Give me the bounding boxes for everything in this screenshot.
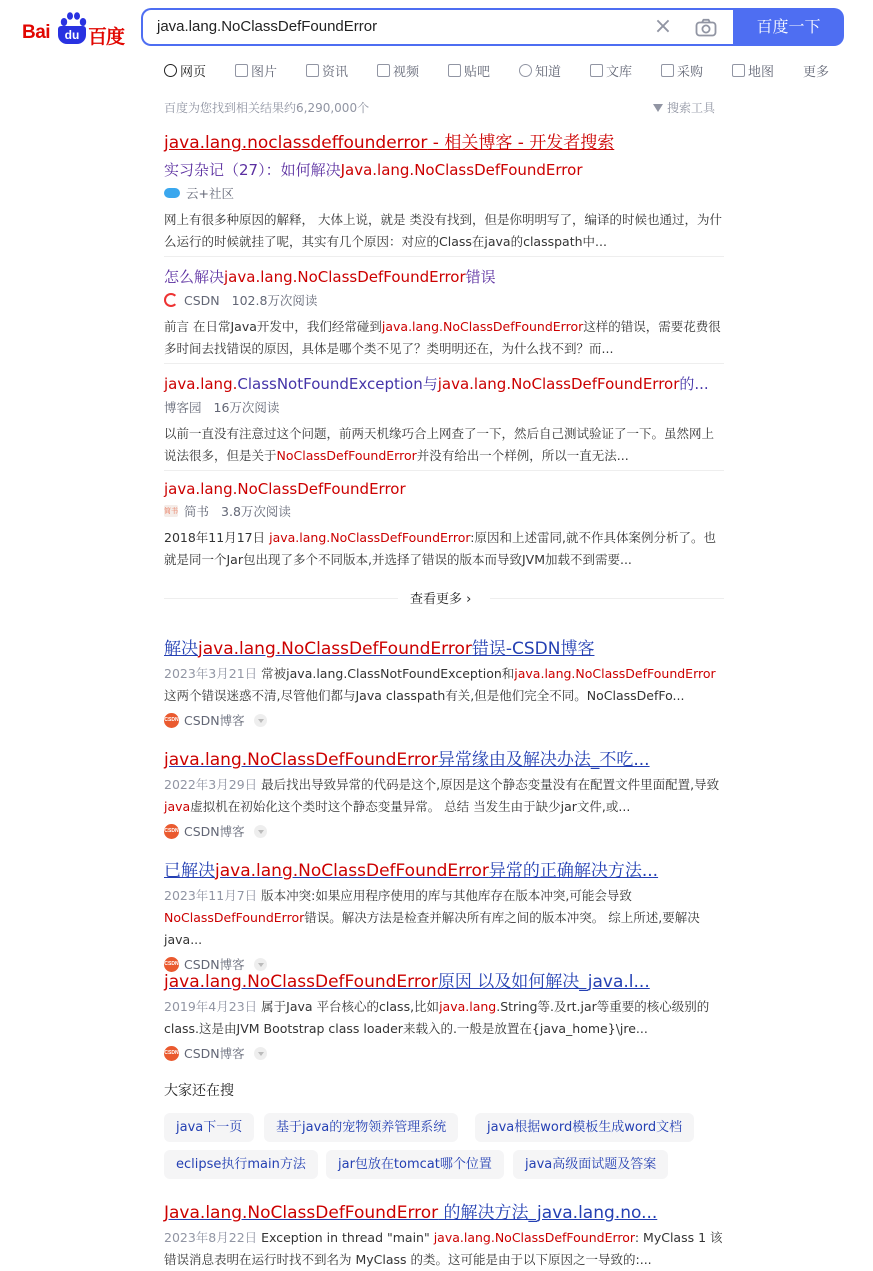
camera-icon[interactable] (694, 16, 718, 40)
result-desc: 2023年11月7日 版本冲突:如果应用程序使用的库与其他库存在版本冲突,可能会导致NoClassDefFoundError错误。解决方法是检查并解决所有库之间的版本冲突。 综上所述,要解决java... (164, 888, 700, 947)
tab-video[interactable]: 视频 (377, 59, 419, 81)
chevron-down-icon[interactable] (254, 714, 267, 727)
cart-icon (661, 64, 674, 77)
result-title[interactable]: Java.lang.NoClassDefFoundError 的解决方法_java.lang.no... (164, 1203, 658, 1223)
result-source[interactable]: CSDN博客 (184, 957, 245, 972)
header (0, 0, 873, 56)
result-desc: 2022年3月29日 最后找出导致异常的代码是这个,原因是这个静态变量没有在配置文件里面配置,导致java虚拟机在初始化这个类时这个静态变量异常。 总结 当发生由于缺少jar文件,或... (164, 777, 720, 814)
blog-item-title[interactable]: 实习杂记（27）：如何解决Java.lang.NoClassDefFoundError (164, 161, 583, 179)
result-title[interactable]: java.lang.NoClassDefFoundError原因 以及如何解决_java.l... (164, 972, 650, 992)
video-icon (377, 64, 390, 77)
news-icon (306, 64, 319, 77)
tab-web[interactable]: 网页 (164, 59, 206, 81)
logo-du: du (58, 26, 86, 44)
divider (164, 363, 724, 364)
filter-icon (653, 104, 663, 112)
blog-item-title[interactable]: java.lang.NoClassDefFoundError (164, 480, 406, 498)
blog-item: java.lang.ClassNotFoundException与java.lang.NoClassDefFoundError的... 博客园 16万次阅读 以前一直没有注意过这个问题，前两天机缘巧合上网查了一下，然后自己测试验证了一下。虽然网上说法很多，但是关于NoClassDefFoundError并没有给出一个样例，所以一直无法... (164, 373, 724, 467)
search-query[interactable]: java.lang.NoClassDefFoundError (157, 18, 378, 35)
baidu-logo[interactable]: Bai du 百度 (22, 12, 126, 46)
search-result (164, 634, 724, 729)
search-result (164, 745, 724, 840)
result-source[interactable]: CSDN博客 (184, 713, 245, 728)
result-desc: 2023年8月22日 Exception in thread "main" java.lang.NoClassDefFoundError: MyClass 1 该错误消息表明在运行时找不到名为 MyClass 的类。这可能是由于以下原因之一导致的:... (164, 1230, 723, 1267)
result-title[interactable]: 已解决java.lang.NoClassDefFoundError异常的正确解决方法... (164, 861, 659, 881)
chevron-right-icon: › (466, 592, 472, 607)
blog-item-desc: 前言 在日常Java开发中，我们经常碰到java.lang.NoClassDefFoundError这样的错误，需要花费很多时间去找错误的原因，具体是哪个类不见了？类明明还在，为什么找不到？而... (164, 319, 721, 356)
search-input[interactable] (141, 8, 733, 46)
csdn-icon (164, 293, 178, 307)
result-title[interactable]: 解决java.lang.NoClassDefFoundError错误-CSDN博客 (164, 639, 595, 659)
tab-purchase[interactable]: 采购 (661, 59, 703, 81)
tab-map[interactable]: 地图 (732, 59, 774, 81)
chevron-down-icon[interactable] (254, 1047, 267, 1060)
blog-item-desc: 2018年11月17日 java.lang.NoClassDefFoundError:原因和上述雷同,就不作具体案例分析了。也就是同一个Jar包出现了多个不同版本,并选择了错误的版本而导致JVM加载不到需要... (164, 530, 716, 567)
tab-zhidao[interactable]: 知道 (519, 59, 561, 81)
related-search-chip[interactable]: java下一页 (164, 1113, 254, 1142)
blog-item: 实习杂记（27）：如何解决Java.lang.NoClassDefFoundError 云+社区 网上有很多种原因的解释， 大体上说，就是 类没有找到，但是你明明写了，编译的时候也通过，为什么运行的时候就挂了呢，其实有几个原因：对应的Class在java的classpath中... (164, 159, 724, 253)
see-more-button[interactable]: 查看更多 › (410, 592, 472, 607)
csdn-icon: CSDN (164, 713, 179, 728)
tab-images[interactable]: 图片 (235, 59, 277, 81)
chevron-down-icon[interactable] (254, 825, 267, 838)
search-result (164, 856, 724, 973)
search-button[interactable]: 百度一下 (733, 8, 844, 46)
csdn-icon: CSDN (164, 957, 179, 972)
related-search-chip[interactable]: java高级面试题及答案 (513, 1150, 668, 1179)
see-more-row (164, 588, 724, 608)
tab-wenku[interactable]: 文库 (590, 59, 632, 81)
blog-item-title[interactable]: java.lang.ClassNotFoundException与java.lang.NoClassDefFoundError的... (164, 375, 709, 393)
related-search-chip[interactable]: 基于java的宠物领养管理系统 (264, 1113, 458, 1142)
blog-item: 怎么解决java.lang.NoClassDefFoundError错误 CSDN 102.8万次阅读 前言 在日常Java开发中，我们经常碰到java.lang.NoClassDefFoundError这样的错误，需要花费很多时间去找错误的原因，具体是哪个类不见了？类明明还在，为什么找不到？而... (164, 266, 724, 360)
result-desc: 2019年4月23日 属于Java 平台核心的class,比如java.lang.String等.及rt.jar等重要的核心级别的class.这是由JVM Bootstrap class loader来载入的.一般是放置在{java_home}\jre... (164, 999, 710, 1036)
search-tools-button[interactable]: 搜索工具 (653, 99, 715, 116)
divider (164, 256, 724, 257)
blog-item-title[interactable]: 怎么解决java.lang.NoClassDefFoundError错误 (164, 268, 496, 286)
image-icon (235, 64, 248, 77)
result-desc: 2023年3月21日 常被java.lang.ClassNotFoundException和java.lang.NoClassDefFoundError这两个错误迷惑不清,尽管他们都与Java classpath有关,但是他们完全不同。NoClassDefFo... (164, 666, 716, 703)
csdn-icon: CSDN (164, 824, 179, 839)
related-search-chip[interactable]: java根据word模板生成word文档 (475, 1113, 694, 1142)
related-search-chip[interactable]: jar包放在tomcat哪个位置 (326, 1150, 504, 1179)
search-result (164, 1198, 724, 1271)
tab-news[interactable]: 资讯 (306, 59, 348, 81)
result-count: 百度为您找到相关结果约6,290,000个 (164, 101, 370, 115)
result-source[interactable]: CSDN博客 (184, 1046, 245, 1061)
result-title[interactable]: java.lang.NoClassDefFoundError异常缘由及解决办法_不吃... (164, 750, 650, 770)
map-icon (732, 64, 745, 77)
tab-more[interactable]: 更多 (803, 64, 830, 80)
blog-card-title[interactable]: java.lang.noclassdeffounderror - 相关博客 - 开发者搜索 (164, 133, 615, 153)
result-source[interactable]: CSDN博客 (184, 824, 245, 839)
search-result (164, 967, 724, 1062)
tieba-icon (448, 64, 461, 77)
csdn-icon: CSDN (164, 1046, 179, 1061)
related-searches-title: 大家还在搜 (164, 1083, 234, 1099)
blog-item: java.lang.NoClassDefFoundError 简书 简书 3.8万次阅读 2018年11月17日 java.lang.NoClassDefFoundError:原因和上述雷同,就不作具体案例分析了。也就是同一个Jar包出现了多个不同版本,并选择了错误的版本而导致JVM加载不到需要... (164, 480, 724, 571)
question-icon (519, 64, 532, 77)
jianshu-icon: 简书 (164, 507, 178, 515)
tab-tieba[interactable]: 贴吧 (448, 59, 490, 81)
doc-icon (590, 64, 603, 77)
blog-item-desc: 以前一直没有注意过这个问题，前两天机缘巧合上网查了一下，然后自己测试验证了一下。虽然网上说法很多，但是关于NoClassDefFoundError并没有给出一个样例，所以一直无法... (164, 426, 715, 463)
cloud-icon (164, 188, 180, 198)
close-icon[interactable]: × (653, 14, 673, 39)
blog-item-desc: 网上有很多种原因的解释， 大体上说，就是 类没有找到，但是你明明写了，编译的时候也通过，为什么运行的时候就挂了呢，其实有几个原因：对应的Class在java的classpath中... (164, 212, 722, 249)
search-icon (164, 64, 177, 77)
divider (164, 470, 724, 471)
related-search-chip[interactable]: eclipse执行main方法 (164, 1150, 318, 1179)
